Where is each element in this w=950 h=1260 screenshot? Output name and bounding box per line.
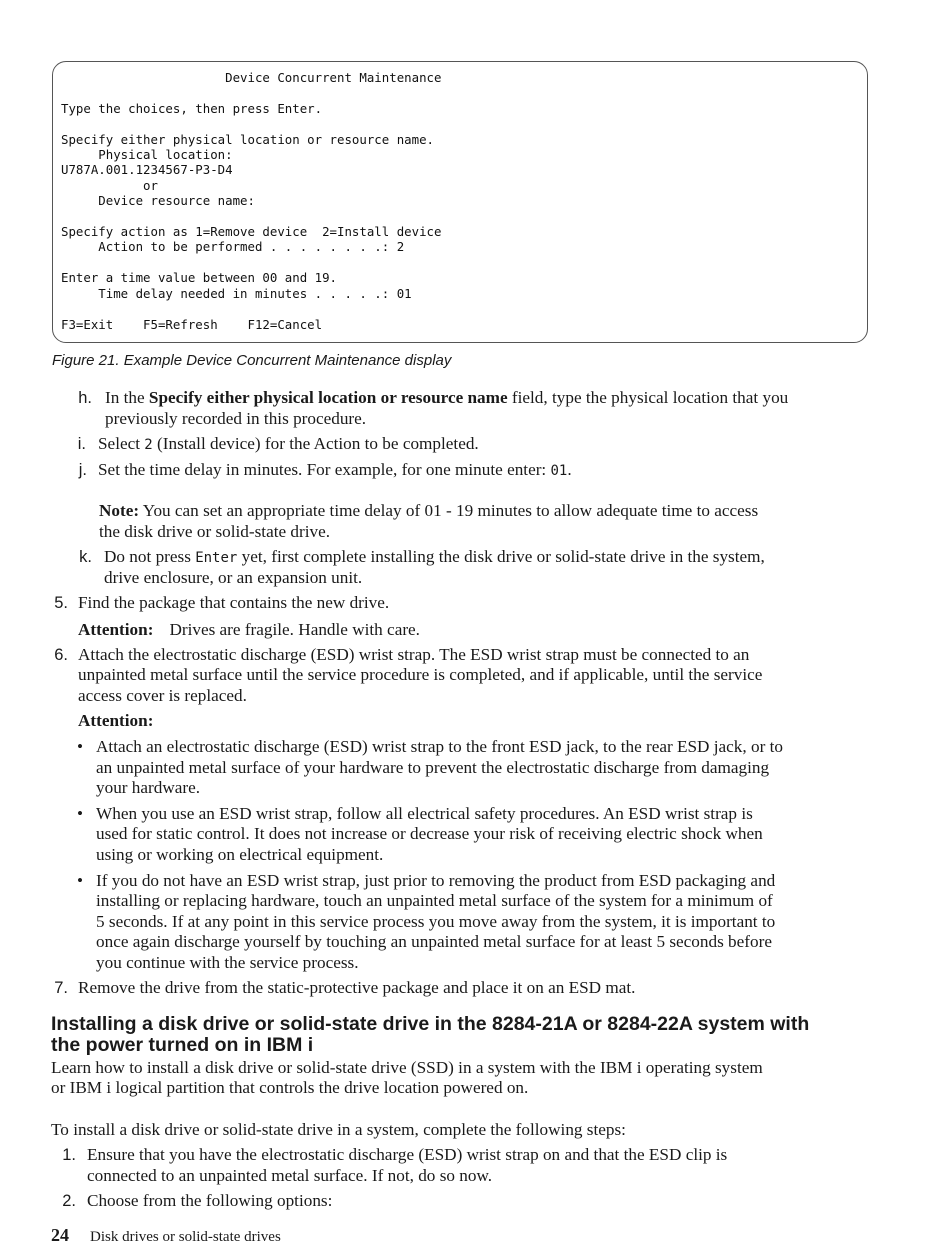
bullet-icon: • xyxy=(77,737,84,756)
step-label: i. xyxy=(77,435,86,453)
list-item-text: your hardware. xyxy=(96,778,201,797)
step-text-line: access cover is replaced. xyxy=(78,686,247,705)
step-label: j. xyxy=(78,461,87,479)
step-label: 6. xyxy=(54,646,68,664)
attention: Attention: Drives are fragile. Handle with care. xyxy=(78,620,420,639)
list-item-text: an unpainted metal surface of your hardware to prevent the electrostatic discharge from damaging xyxy=(96,758,770,777)
attention-label: Attention: xyxy=(78,711,154,730)
list-item-text: used for static control. It does not increase or decrease your risk of receiving electric shock when xyxy=(96,824,763,843)
step-text: Find the package that contains the new drive. xyxy=(78,593,390,612)
screen-display-text: Device Concurrent Maintenance Type the choices, then press Enter. Specify either physical location or resource name. Physical location: U787A.001.1234567-P3-D4 or Device resource name: Specify action as 1=Remove device 2=Install device Action to be performed . . . . . . . .: 2 Enter a time value between 00 and 19. Time delay needed in minutes . . . . .: 01 F3=Exit F5=Refresh F12=Cancel xyxy=(61,70,442,332)
step-text: Set the time delay in minutes. For example, for one minute enter: 01. xyxy=(98,460,572,479)
note-line: the disk drive or solid-state drive. xyxy=(99,522,331,541)
list-item-text: If you do not have an ESD wrist strap, just prior to removing the product from ESD packaging and xyxy=(96,871,776,890)
figure-caption: Figure 21. Example Device Concurrent Maintenance display xyxy=(52,352,452,369)
bullet-icon: • xyxy=(77,804,84,823)
step-text-line: unpainted metal surface until the service procedure is completed, and if applicable, until the service xyxy=(78,665,763,684)
step-label: h. xyxy=(78,389,92,407)
step-label: k. xyxy=(79,548,92,566)
note: Note: You can set an appropriate time delay of 01 - 19 minutes to allow adequate time to access xyxy=(99,501,759,520)
list-item-text: 5 seconds. If at any point in this service process you move away from the system, it is important to xyxy=(96,912,776,931)
step-text: Choose from the following options: xyxy=(87,1191,333,1210)
bullet-icon: • xyxy=(77,871,84,890)
step-label: 7. xyxy=(54,979,68,997)
step-label: 5. xyxy=(54,594,68,612)
note-label: Note: xyxy=(99,501,140,520)
list-item-text: installing or replacing hardware, touch an unpainted metal surface of the system for a minimum of xyxy=(96,891,773,910)
section-heading: Installing a disk drive or solid-state drive in the 8284-21A or 8284-22A system with the power turned on in IBM i xyxy=(51,1013,810,1056)
section-lead: To install a disk drive or solid-state drive in a system, complete the following steps: xyxy=(51,1120,626,1139)
page-number: 24 xyxy=(51,1225,69,1245)
field-name: Specify either physical location or resource name xyxy=(148,388,508,407)
code-value: Enter xyxy=(195,550,238,566)
section-intro: Learn how to install a disk drive or solid-state drive (SSD) in a system with the IBM i operating system xyxy=(51,1058,763,1077)
list-item-text: you continue with the service process. xyxy=(96,953,359,972)
step-text: Select 2 (Install device) for the Action to be completed. xyxy=(98,434,479,453)
list-item-text: once again discharge yourself by touching an unpainted metal surface for at least 5 seconds before xyxy=(96,932,772,951)
list-item-text: Attach an electrostatic discharge (ESD) wrist strap to the front ESD jack, to the rear ESD jack, or to xyxy=(96,737,783,756)
step-label: 2. xyxy=(62,1192,76,1210)
section-intro-line: or IBM i logical partition that controls the drive location powered on. xyxy=(51,1078,529,1097)
step-text-line: drive enclosure, or an expansion unit. xyxy=(104,568,363,587)
code-value: 2 xyxy=(144,437,153,453)
list-item-text: When you use an ESD wrist strap, follow all electrical safety procedures. An ESD wrist strap is xyxy=(96,804,753,823)
step-text: Attach the electrostatic discharge (ESD) wrist strap. The ESD wrist strap must be connected to an xyxy=(78,645,750,664)
step-text: Remove the drive from the static-protective package and place it on an ESD mat. xyxy=(78,978,636,997)
step-label: 1. xyxy=(62,1146,76,1164)
attention-label: Attention: xyxy=(78,620,154,639)
running-footer-title: Disk drives or solid-state drives xyxy=(90,1229,281,1245)
step-text-line: previously recorded in this procedure. xyxy=(105,409,367,428)
code-value: 01 xyxy=(550,463,568,479)
step-text: Ensure that you have the electrostatic discharge (ESD) wrist strap on and that the ESD clip is xyxy=(87,1145,728,1164)
list-item-text: using or working on electrical equipment. xyxy=(96,845,384,864)
step-text-line: connected to an unpainted metal surface. If not, do so now. xyxy=(87,1166,493,1185)
step-text: In the Specify either physical location or resource name field, type the physical location that you xyxy=(105,388,789,407)
step-text: Do not press Enter yet, first complete installing the disk drive or solid-state drive in the system, xyxy=(104,547,765,566)
